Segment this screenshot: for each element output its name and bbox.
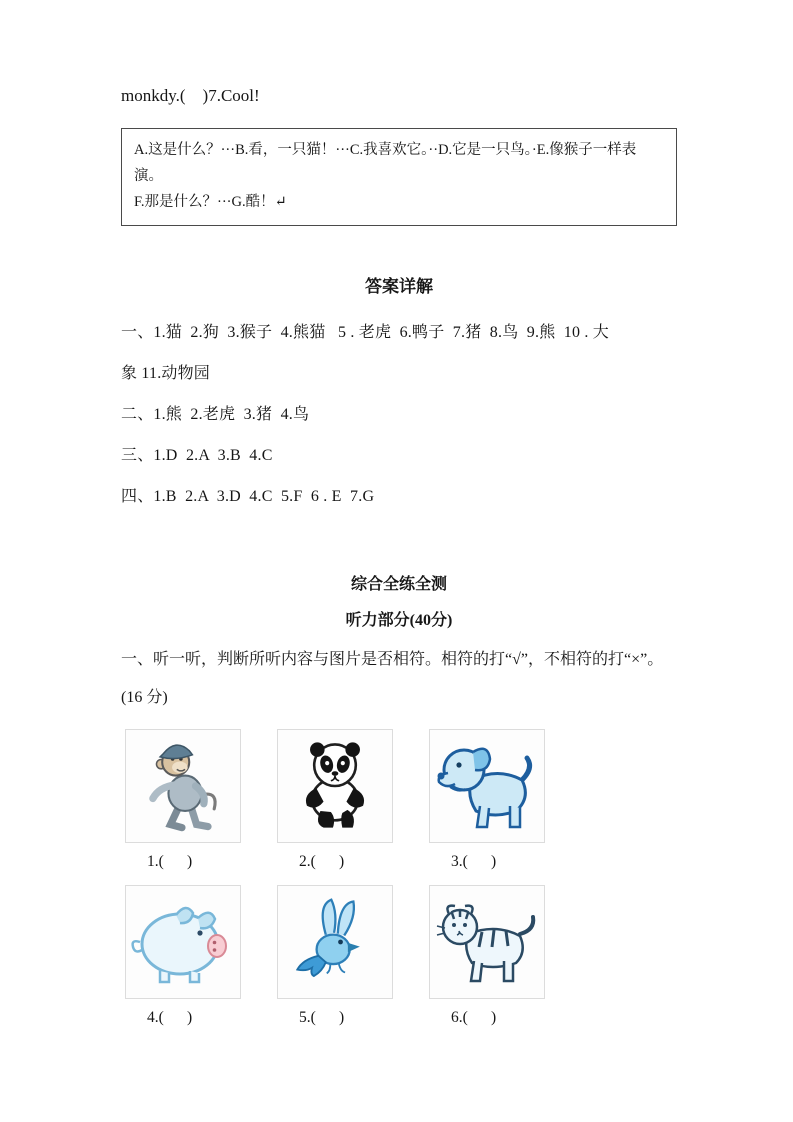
listening-item-4 (121, 885, 273, 1041)
item-4-label: 4.( ) (147, 1009, 193, 1027)
item-2-label: 2.( ) (299, 853, 345, 871)
listening-item-1 (121, 729, 273, 885)
bird-image (277, 885, 393, 999)
item-5-label: 5.( ) (299, 1009, 345, 1027)
listening-grid (121, 729, 683, 1041)
listening-row-2 (121, 885, 683, 1041)
listening-instruction: 一、听一听，判断所听内容与图片是否相符。相符的打“√”，不相符的打“×”。 (121, 651, 664, 669)
answer-line-1-wrap: 象 11.动物园 (121, 365, 211, 383)
answer-line-1: 一、1.猫 2.狗 3.猴子 4.熊猫 5 . 老虎 6.鸭子 7.猪 8.鸟 9.熊 10 . 大 (121, 324, 610, 342)
test-section-title: 综合全练全测 (350, 576, 447, 594)
answers-block (121, 323, 683, 507)
answer-line-3: 三、1.D 2.A 3.B 4.C (121, 447, 273, 465)
question-line: monkdy.( )7.Cool! (121, 86, 260, 105)
panda-image (277, 729, 393, 843)
points-line: (16 分) (121, 689, 168, 707)
answers-title: 答案详解 (365, 277, 433, 297)
options-box (121, 128, 677, 226)
listening-item-3 (425, 729, 577, 885)
options-box-line-2: F.那是什么？···G.酷！↵ (134, 194, 287, 211)
listening-item-2 (273, 729, 425, 885)
tiger-image (429, 885, 545, 999)
item-6-label: 6.( ) (451, 1009, 497, 1027)
listening-row-1 (121, 729, 683, 885)
dog-image (429, 729, 545, 843)
listening-part-title: 听力部分(40分) (345, 612, 453, 630)
item-1-label: 1.( ) (147, 853, 193, 871)
item-3-label: 3.( ) (451, 853, 497, 871)
pig-image (125, 885, 241, 999)
listening-item-5 (273, 885, 425, 1041)
answer-line-2: 二、1.熊 2.老虎 3.猪 4.鸟 (121, 406, 310, 424)
monkey-image (125, 729, 241, 843)
listening-item-6 (425, 885, 577, 1041)
answer-line-4: 四、1.B 2.A 3.D 4.C 5.F 6 . E 7.G (121, 488, 375, 506)
options-box-line-1: A.这是什么？···B.看，一只猫！···C.我喜欢它。··D.它是一只鸟。·E.像猴子一样表演。 (134, 142, 637, 185)
